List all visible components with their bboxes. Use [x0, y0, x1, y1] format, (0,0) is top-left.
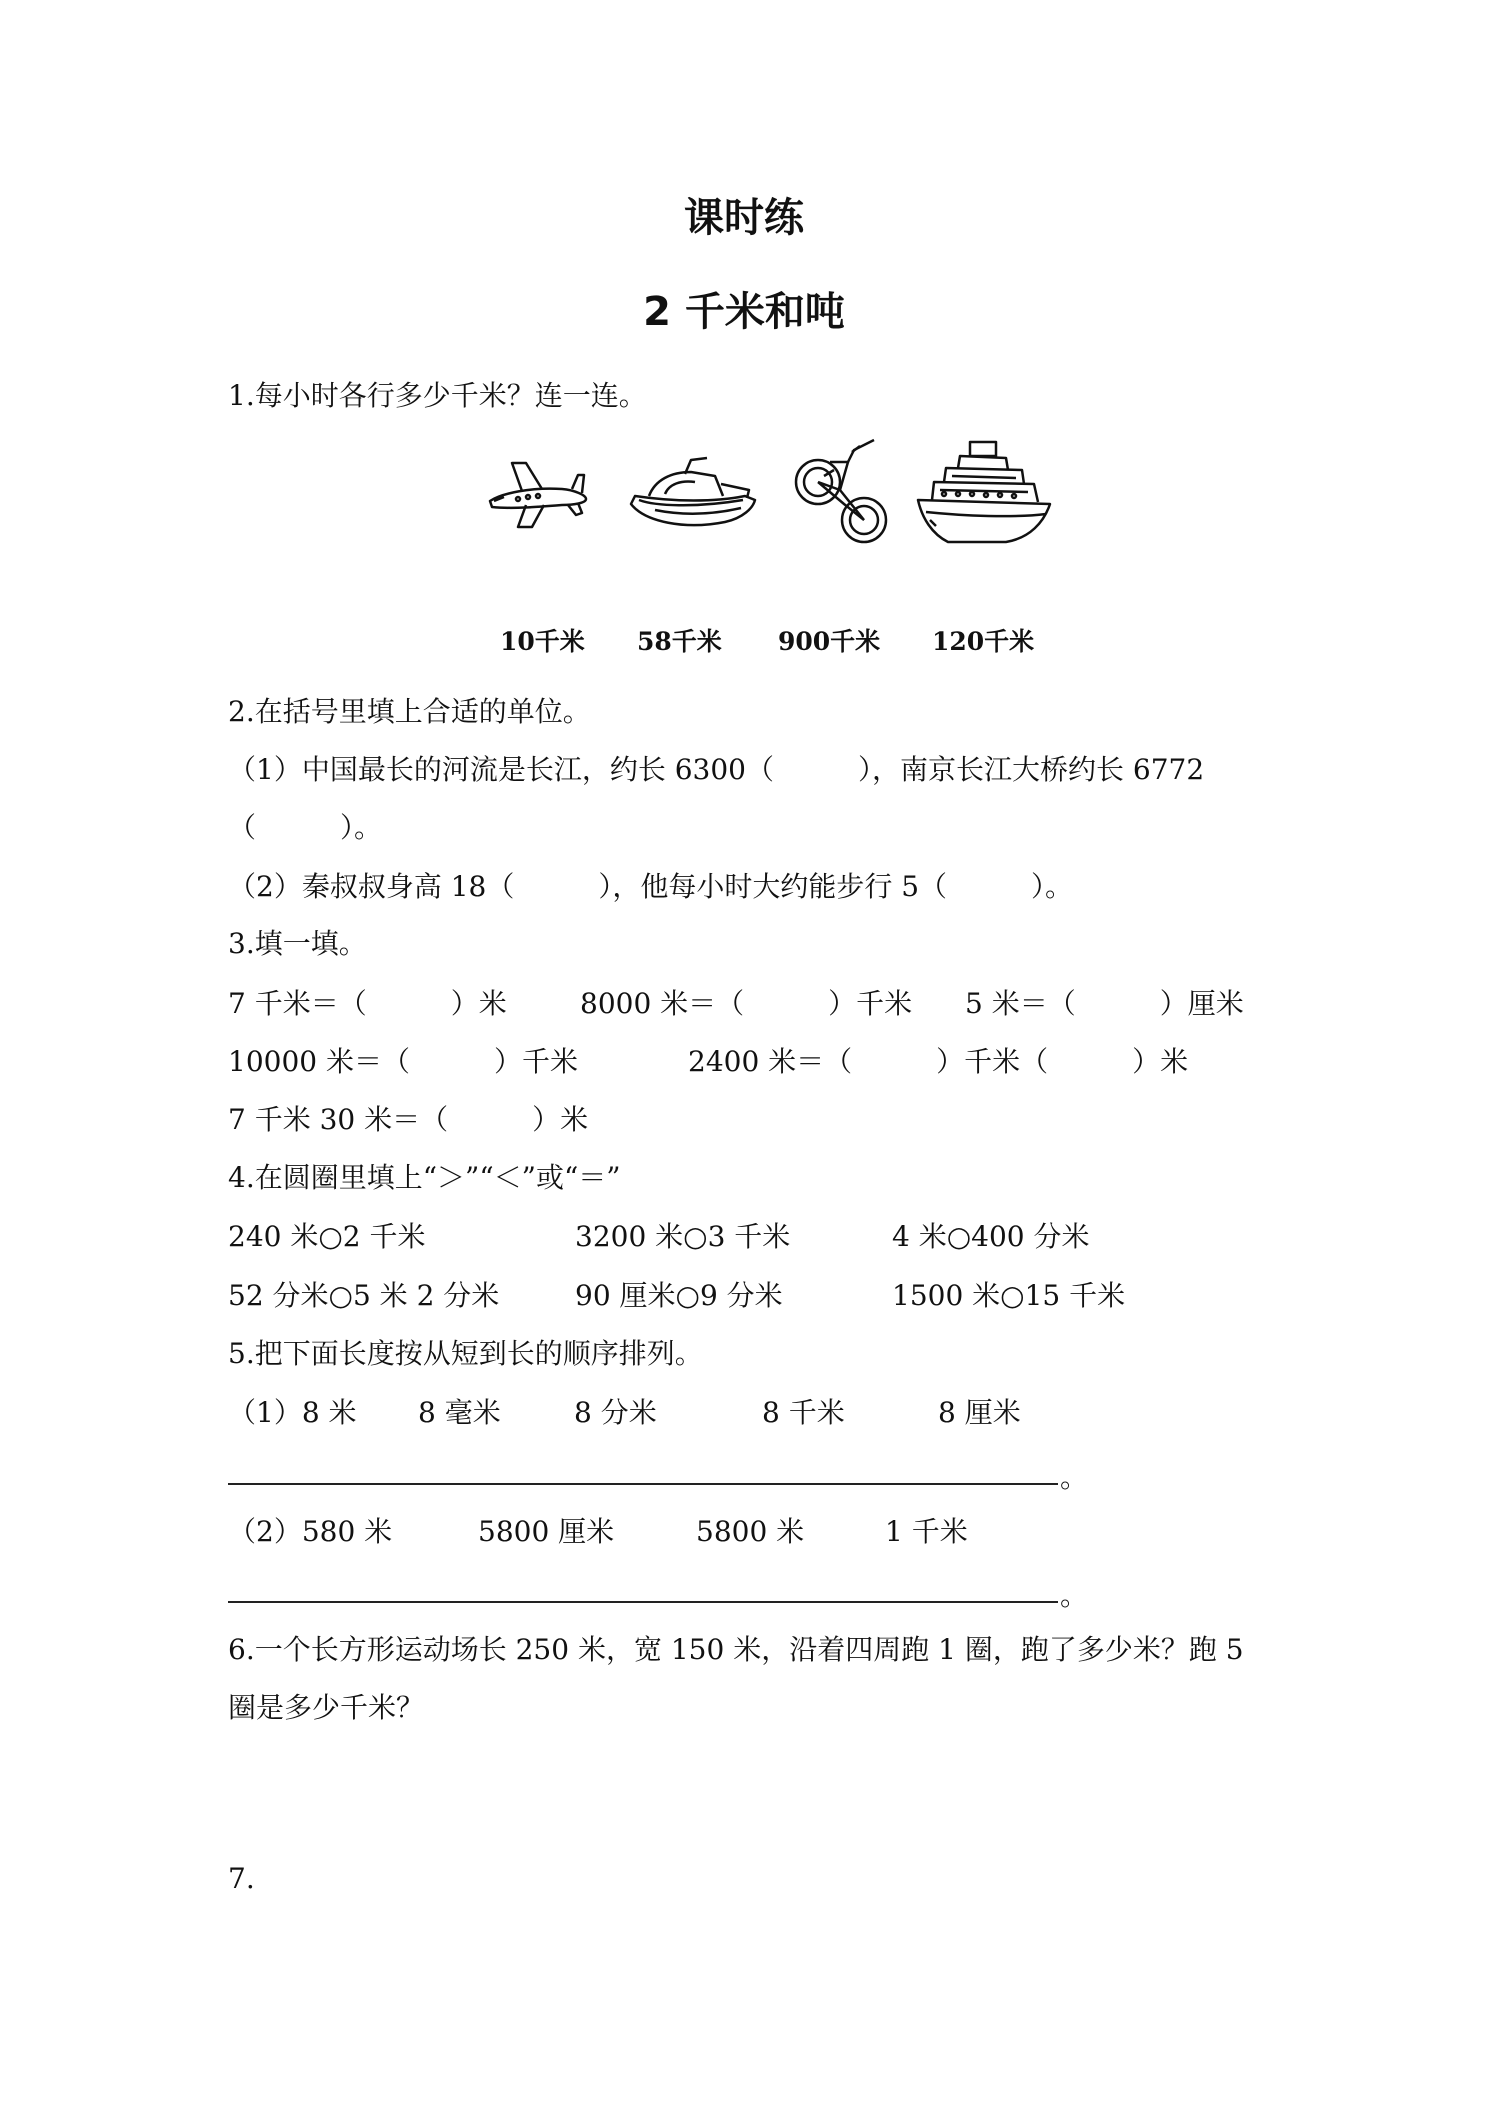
fill-item: 7 千米＝（ ）米	[228, 987, 507, 1020]
question-3-text: 3.填一填。	[228, 927, 367, 960]
compare-item: 1500 米○15 千米	[892, 1279, 1126, 1312]
compare-item: 4 米○400 分米	[892, 1220, 1090, 1253]
length-item: 8 毫米	[418, 1396, 501, 1429]
speed-label: 900千米	[778, 627, 881, 656]
fill-item: 8000 米＝（ ）千米	[580, 987, 913, 1020]
length-item: （1）8 米	[228, 1396, 357, 1429]
question-2-line: （2）秦叔叔身高 18（ ），他每小时大约能步行 5（ ）。	[228, 870, 1074, 903]
length-item: 8 厘米	[938, 1396, 1021, 1429]
fill-item: 2400 米＝（ ）千米（ ）米	[688, 1045, 1189, 1078]
speed-label: 10千米	[500, 627, 585, 656]
compare-item: 3200 米○3 千米	[575, 1220, 791, 1253]
jet-ski-icon	[625, 450, 760, 540]
answer-line[interactable]	[228, 1483, 1058, 1485]
answer-line[interactable]	[228, 1601, 1058, 1603]
period: 。	[1060, 1579, 1089, 1612]
speed-label: 58千米	[637, 627, 722, 656]
question-2-line: （1）中国最长的河流是长江，约长 6300（ ），南京长江大桥约长 6772	[228, 753, 1205, 786]
question-1-text: 1.每小时各行多少千米？连一连。	[228, 379, 647, 412]
question-2-text: 2.在括号里填上合适的单位。	[228, 695, 591, 728]
question-7-text: 7.	[228, 1862, 255, 1895]
page-title: 课时练	[684, 195, 804, 241]
question-6-text: 圈是多少千米？	[228, 1691, 425, 1724]
bicycle-icon	[788, 432, 900, 550]
fill-item: 10000 米＝（ ）千米	[228, 1045, 578, 1078]
ship-icon	[914, 438, 1054, 546]
length-item: 5800 米	[696, 1515, 805, 1548]
fill-item: 5 米＝（ ）厘米	[965, 987, 1244, 1020]
airplane-icon	[482, 455, 592, 535]
fill-item: 7 千米 30 米＝（ ）米	[228, 1103, 589, 1136]
length-item: 5800 厘米	[478, 1515, 615, 1548]
length-item: （2）580 米	[228, 1515, 393, 1548]
compare-item: 52 分米○5 米 2 分米	[228, 1279, 500, 1312]
question-2-line: （ ）。	[228, 811, 383, 844]
compare-item: 240 米○2 千米	[228, 1220, 426, 1253]
question-5-text: 5.把下面长度按从短到长的顺序排列。	[228, 1337, 703, 1370]
period: 。	[1060, 1461, 1089, 1494]
compare-item: 90 厘米○9 分米	[575, 1279, 783, 1312]
length-item: 8 分米	[574, 1396, 657, 1429]
speed-label: 120千米	[932, 627, 1035, 656]
length-item: 8 千米	[762, 1396, 845, 1429]
page-subtitle: 2 千米和吨	[643, 289, 845, 335]
question-6-text: 6.一个长方形运动场长 250 米，宽 150 米，沿着四周跑 1 圈，跑了多少米？跑 5	[228, 1633, 1244, 1666]
length-item: 1 千米	[885, 1515, 968, 1548]
question-4-text: 4.在圆圈里填上“＞”“＜”或“＝”	[228, 1161, 621, 1194]
